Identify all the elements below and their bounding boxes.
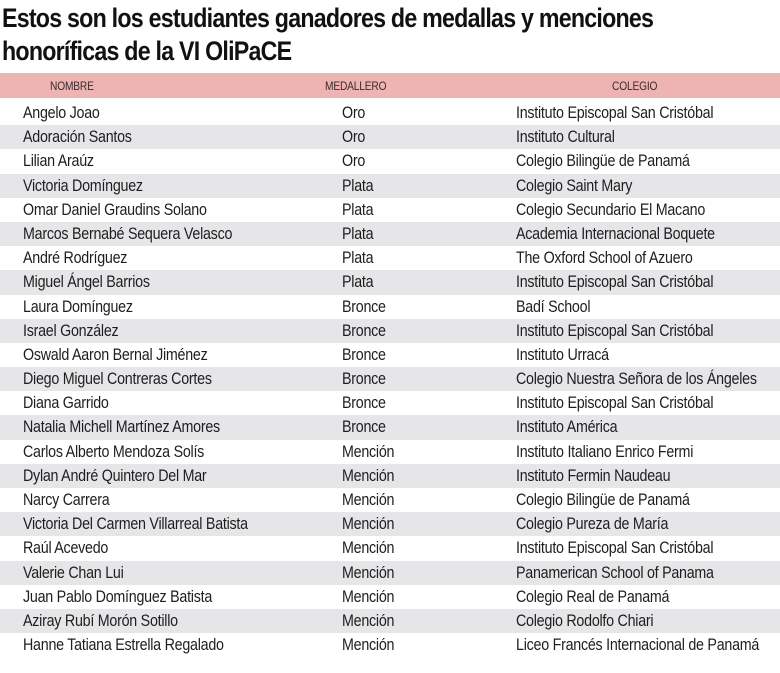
table-row xyxy=(0,561,780,585)
cell-medal: Oro xyxy=(342,151,366,171)
table-row xyxy=(0,415,780,439)
cell-name: Juan Pablo Domínguez Batista xyxy=(23,586,213,606)
cell-school: Instituto Episcopal San Cristóbal xyxy=(516,538,714,558)
cell-medal: Bronce xyxy=(342,393,386,413)
table-row xyxy=(0,125,780,149)
cell-name: André Rodríguez xyxy=(23,248,128,268)
cell-school: Colegio Saint Mary xyxy=(516,175,633,195)
cell-school: Academia Internacional Boquete xyxy=(516,223,715,243)
cell-medal: Bronce xyxy=(342,417,386,437)
cell-name: Oswald Aaron Bernal Jiménez xyxy=(23,344,208,364)
cell-name: Angelo Joao xyxy=(23,103,100,122)
cell-name: Israel González xyxy=(23,320,119,340)
table-row xyxy=(0,101,780,125)
cell-school: Instituto Episcopal San Cristóbal xyxy=(516,272,714,292)
cell-name: Miguel Ángel Barrios xyxy=(23,272,150,292)
cell-name: Marcos Bernabé Sequera Velasco xyxy=(23,223,233,243)
cell-name: Victoria Domínguez xyxy=(23,175,143,195)
cell-school: Instituto Episcopal San Cristóbal xyxy=(516,103,714,122)
cell-name: Adoración Santos xyxy=(23,127,132,147)
cell-medal: Mención xyxy=(342,610,395,630)
cell-medal: Mención xyxy=(342,635,395,655)
cell-medal: Plata xyxy=(342,272,374,292)
cell-school: Badí School xyxy=(516,296,591,316)
cell-medal: Mención xyxy=(342,538,395,558)
cell-name: Diana Garrido xyxy=(23,393,109,413)
cell-school: The Oxford School of Azuero xyxy=(516,248,693,268)
page-title xyxy=(2,2,669,68)
cell-medal: Mención xyxy=(342,490,395,509)
table-row xyxy=(0,295,780,319)
table-row xyxy=(0,270,780,294)
table-row xyxy=(0,222,780,246)
cell-name: Lilian Araúz xyxy=(23,151,94,171)
table-row xyxy=(0,319,780,343)
cell-name: Aziray Rubí Morón Sotillo xyxy=(23,610,178,630)
cell-medal: Mención xyxy=(342,514,395,534)
table-row xyxy=(0,609,780,633)
table-row xyxy=(0,464,780,488)
cell-name: Omar Daniel Graudins Solano xyxy=(23,199,207,219)
cell-medal: Plata xyxy=(342,199,374,219)
cell-medal: Oro xyxy=(342,103,366,122)
cell-medal: Bronce xyxy=(342,344,386,364)
cell-school: Instituto Episcopal San Cristóbal xyxy=(516,393,714,413)
cell-name: Dylan André Quintero Del Mar xyxy=(23,465,207,485)
cell-medal: Mención xyxy=(342,586,395,606)
cell-medal: Bronce xyxy=(342,369,386,389)
cell-medal: Bronce xyxy=(342,320,386,340)
cell-medal: Oro xyxy=(342,127,366,147)
cell-name: Victoria Del Carmen Villarreal Batista xyxy=(23,514,248,534)
cell-school: Instituto América xyxy=(516,417,618,437)
table-row xyxy=(0,198,780,222)
cell-medal: Mención xyxy=(342,562,395,582)
cell-medal: Plata xyxy=(342,175,374,195)
cell-school: Colegio Nuestra Señora de los Ángeles xyxy=(516,369,757,389)
table-header xyxy=(0,73,780,98)
cell-name: Natalia Michell Martínez Amores xyxy=(23,417,220,437)
cell-school: Liceo Francés Internacional de Panamá xyxy=(516,635,760,655)
cell-school: Colegio Secundario El Macano xyxy=(516,199,706,219)
cell-name: Diego Miguel Contreras Cortes xyxy=(23,369,212,389)
cell-school: Instituto Episcopal San Cristóbal xyxy=(516,320,714,340)
cell-medal: Mención xyxy=(342,441,395,461)
table-row xyxy=(0,246,780,270)
table-row xyxy=(0,633,780,657)
cell-name: Hanne Tatiana Estrella Regalado xyxy=(23,635,224,655)
cell-name: Narcy Carrera xyxy=(23,490,110,509)
table-row xyxy=(0,585,780,609)
column-header-medal: MEDALLERO xyxy=(325,79,387,93)
cell-school: Instituto Fermin Naudeau xyxy=(516,465,671,485)
cell-medal: Plata xyxy=(342,223,374,243)
column-header-name: NOMBRE xyxy=(50,79,94,93)
cell-name: Valerie Chan Lui xyxy=(23,562,124,582)
cell-school: Instituto Cultural xyxy=(516,127,615,147)
cell-medal: Bronce xyxy=(342,296,386,316)
page-title-line-2: honoríficas de la VI OliPaCE xyxy=(2,36,292,66)
table-row xyxy=(0,391,780,415)
table-row xyxy=(0,488,780,512)
cell-name: Laura Domínguez xyxy=(23,296,133,316)
table-body xyxy=(0,101,780,657)
cell-medal: Mención xyxy=(342,465,395,485)
cell-school: Colegio Bilingüe de Panamá xyxy=(516,151,690,171)
cell-school: Panamerican School of Panama xyxy=(516,562,714,582)
cell-school: Colegio Real de Panamá xyxy=(516,586,670,606)
table-row xyxy=(0,440,780,464)
table-row xyxy=(0,536,780,560)
cell-school: Colegio Pureza de María xyxy=(516,514,669,534)
table-row xyxy=(0,149,780,173)
cell-medal: Plata xyxy=(342,248,374,268)
winners-table xyxy=(0,73,780,657)
cell-school: Instituto Italiano Enrico Fermi xyxy=(516,441,694,461)
table-row xyxy=(0,512,780,536)
cell-school: Instituto Urracá xyxy=(516,344,609,364)
cell-name: Raúl Acevedo xyxy=(23,538,109,558)
column-header-school: COLEGIO xyxy=(612,79,658,93)
table-row xyxy=(0,343,780,367)
cell-school: Colegio Rodolfo Chiari xyxy=(516,610,654,630)
cell-name: Carlos Alberto Mendoza Solís xyxy=(23,441,205,461)
table-row xyxy=(0,367,780,391)
page-title-line-1: Estos son los estudiantes ganadores de medallas y menciones xyxy=(2,3,654,33)
table-row xyxy=(0,174,780,198)
cell-school: Colegio Bilingüe de Panamá xyxy=(516,490,690,509)
